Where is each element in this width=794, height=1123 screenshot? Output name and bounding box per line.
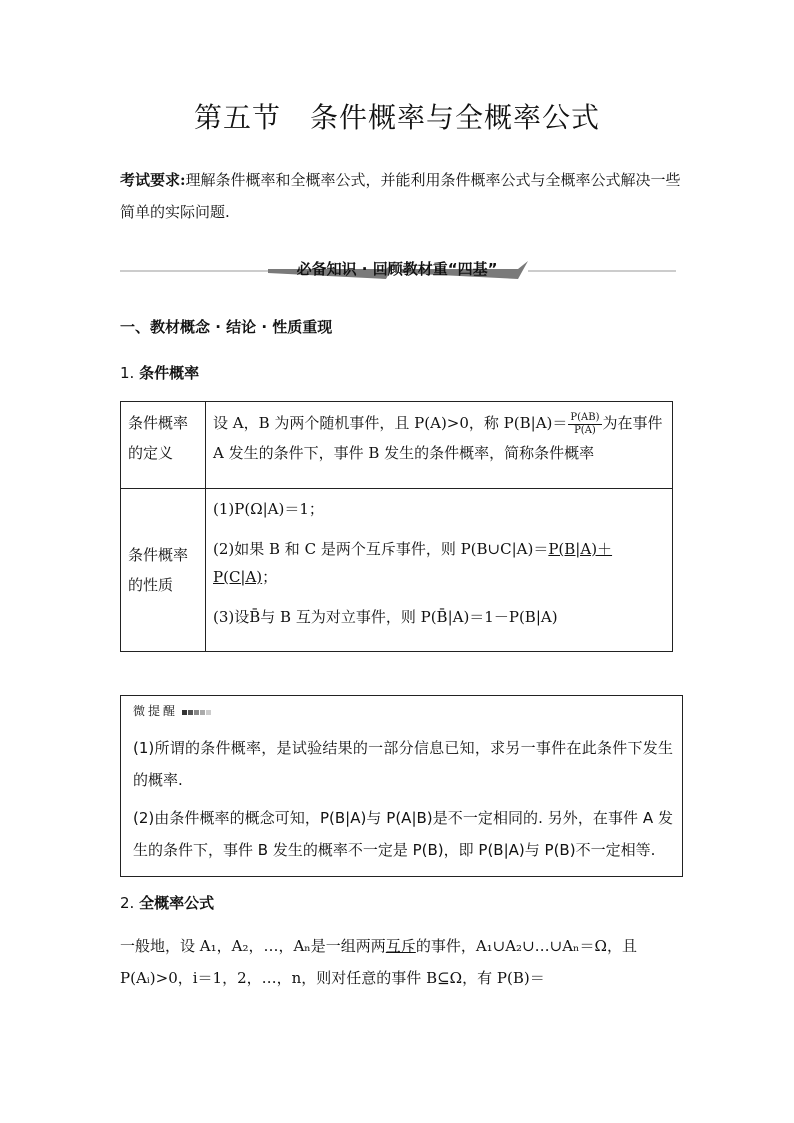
tip-header — [133, 702, 212, 719]
properties-cell — [206, 489, 673, 652]
item-title: 条件概率 — [139, 364, 200, 382]
item-title: 全概率公式 — [139, 894, 215, 912]
paragraph-text-b: 的事件，A₁∪A₂∪…∪Aₙ＝Ω，且 P(Aᵢ)>0，i＝1，2，…，n，则对任意的事件 B⊆Ω，有 P(B)＝ — [120, 937, 637, 987]
item-number: 2. — [120, 894, 135, 912]
item-number: 1. — [120, 364, 135, 382]
item-heading-1 — [120, 362, 199, 383]
definition-text-a: 设 A，B 为两个随机事件，且 P(A)>0，称 P(B|A)＝ — [213, 414, 568, 432]
table-row — [121, 489, 673, 652]
requirement-label: 考试要求: — [120, 171, 186, 189]
property-1: (1)P(Ω|A)＝1； — [213, 500, 324, 518]
paragraph-underlined: 互斥 — [385, 937, 416, 955]
paragraph-text-a: 一般地，设 A₁，A₂，…，Aₙ是一组两两 — [120, 937, 386, 955]
exam-requirement — [120, 164, 685, 228]
row-label: 条件概率的性质 — [121, 489, 206, 652]
section-heading: 一、教材概念 · 结论 · 性质重现 — [120, 318, 333, 336]
property-2 — [213, 535, 665, 591]
tip-paragraph-2: (2)由条件概率的概念可知，P(B|A)与 P(A|B)是不一定相同的. 另外，在事件 A 发生的条件下，事件 B 发生的概率不一定是 P(B)，即 P(B|A)与 P(B)不一定相等. — [133, 809, 673, 859]
property-2-text: (2)如果 B 和 C 是两个互斥事件，则 P(B∪C|A)＝ — [213, 540, 549, 558]
tip-box — [120, 695, 683, 877]
fraction-numerator: P(AB) — [570, 411, 600, 423]
fraction — [568, 412, 601, 437]
requirement-text: 理解条件概率和全概率公式，并能利用条件概率公式与全概率公式解决一些简单的实际问题. — [120, 171, 681, 221]
property-2-underlined: P(B|A)＋P(C|A) — [213, 540, 613, 586]
table-row — [121, 402, 673, 489]
fraction-denominator: P(A) — [574, 424, 596, 436]
item-heading-2 — [120, 892, 214, 913]
definition-text-b: 为在事件 A 发生的条件下，事件 B 发生的条件概率，简称条件概率 — [213, 414, 663, 462]
definition-cell — [206, 402, 673, 489]
total-probability-paragraph — [120, 930, 680, 994]
tip-label: 微提醒 — [133, 704, 179, 718]
section-banner: 必备知识 · 回顾教材重“四基” — [296, 260, 498, 278]
definition-table — [120, 401, 673, 652]
row-label: 条件概率的定义 — [121, 402, 206, 489]
property-3: (3)设B̄与 B 互为对立事件，则 P(B̄|A)＝1－P(B|A) — [213, 608, 558, 626]
tip-paragraph-1: (1)所谓的条件概率，是试验结果的一部分信息已知，求另一事件在此条件下发生的概率. — [133, 739, 673, 789]
property-2-end: ； — [262, 568, 278, 586]
page-title: 第五节 条件概率与全概率公式 — [193, 101, 600, 134]
tip-dots-icon — [182, 704, 212, 718]
